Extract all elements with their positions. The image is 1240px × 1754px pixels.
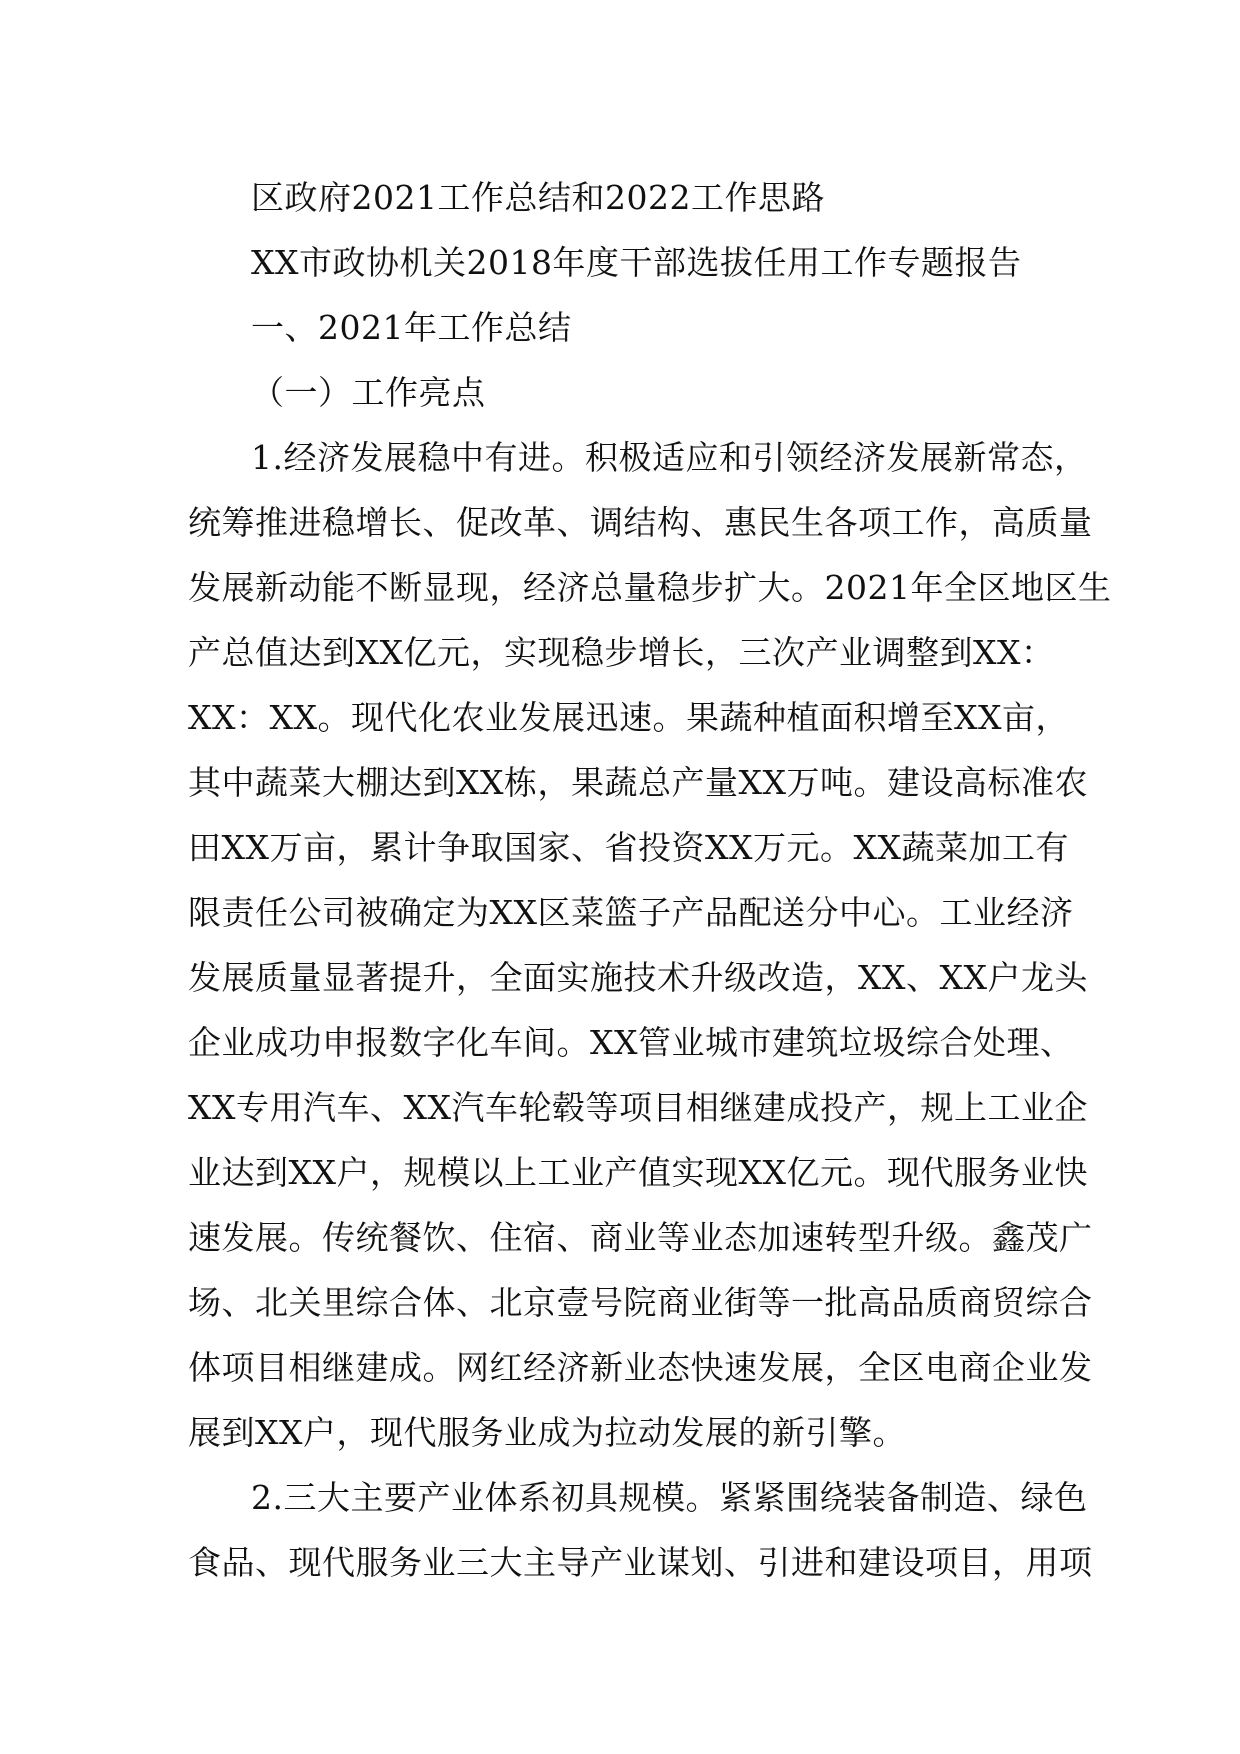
paragraph-economic-development — [188, 425, 1112, 1465]
paragraph-line: 产总值达到XX亿元，实现稳步增长，三次产业调整到XX： — [188, 633, 1055, 672]
paragraph-line: 限责任公司被确定为XX区菜篮子产品配送分中心。工业经济 — [188, 893, 1074, 932]
document-title: 区政府2021工作总结和2022工作思路 — [251, 178, 825, 217]
section-heading: 一、2021年工作总结 — [251, 308, 572, 347]
paragraph-line: 2.三大主要产业体系初具规模。紧紧围绕装备制造、绿色 — [251, 1478, 1088, 1517]
paragraph-line: 速发展。传统餐饮、住宿、商业等业态加速转型升级。鑫茂广 — [188, 1218, 1093, 1257]
paragraph-line: 体项目相继建成。网红经济新业态快速发展，全区电商企业发 — [188, 1348, 1093, 1387]
paragraph-industrial-system — [188, 1465, 1093, 1595]
paragraph-line: 场、北关里综合体、北京壹号院商业街等一批高品质商贸综合 — [188, 1283, 1093, 1322]
paragraph-line: 统筹推进稳增长、促改革、调结构、惠民生各项工作，高质量 — [188, 503, 1093, 542]
paragraph-line: 企业成功申报数字化车间。XX管业城市建筑垃圾综合处理、 — [188, 1023, 1074, 1062]
paragraph-line: 其中蔬菜大棚达到XX栋，果蔬总产量XX万吨。建设高标准农 — [188, 763, 1088, 802]
paragraph-line: 发展质量显著提升，全面实施技术升级改造，XX、XX户龙头 — [188, 958, 1088, 997]
paragraph-line: XX：XX。现代化农业发展迅速。果蔬种植面积增至XX亩， — [188, 698, 1069, 737]
paragraph-line: 展到XX户，现代服务业成为拉动发展的新引擎。 — [188, 1413, 906, 1452]
paragraph-line: 食品、现代服务业三大主导产业谋划、引进和建设项目，用项 — [188, 1543, 1093, 1582]
paragraph-line: 业达到XX户，规模以上工业产值实现XX亿元。现代服务业快 — [188, 1153, 1088, 1192]
paragraph-line: XX专用汽车、XX汽车轮毂等项目相继建成投产，规上工业企 — [188, 1088, 1088, 1127]
document-subtitle: XX市政协机关2018年度干部选拔任用工作专题报告 — [251, 243, 1022, 282]
paragraph-line: 田XX万亩，累计争取国家、省投资XX万元。XX蔬菜加工有 — [188, 828, 1069, 867]
paragraph-line: 1.经济发展稳中有进。积极适应和引领经济发展新常态， — [251, 438, 1088, 477]
paragraph-line: 发展新动能不断显现，经济总量稳步扩大。2021年全区地区生 — [188, 568, 1112, 607]
subsection-heading: （一）工作亮点 — [251, 373, 486, 412]
document-body — [188, 165, 1112, 1595]
